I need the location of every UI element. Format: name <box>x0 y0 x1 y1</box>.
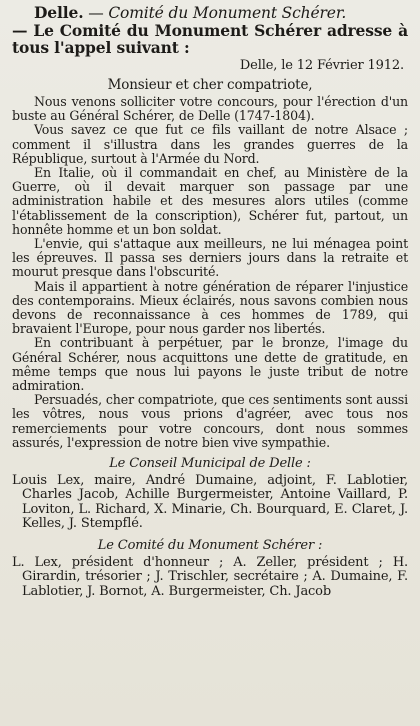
council-title: Le Conseil Municipal de Delle : <box>109 456 311 472</box>
paragraph-closing: Persuadés, cher compatriote, que ces sentiments sont aussi les vôtres, nous vous prions d'agréer, avec tous nos remerciements pour votre concours, dont nous sommes assurés, l'expression de notre bien vive sympathie. <box>12 392 408 450</box>
council-names: Louis Lex, maire, André Dumaine, adjoint, F. Lablotier, Charles Jacob, Achille Burgermeister, Antoine Vaillard, P. Loviton, L. Richard, X. Minarie, Ch. Bourquard, E. Claret, J. Kelles, J. Stempflé. <box>12 473 408 532</box>
paragraph-generation: Mais il appartient à notre génération de réparer l'injustice des contemporains. Mieux éclairés, nous savons combien nous devons de reconnaissance à ces hommes de 1789, qui bravaient l'Europe, pour nous garder nos libertés. <box>12 278 408 337</box>
paragraph-italy: En Italie, où il commandait en chef, au Ministère de la Guerre, où il devait marquer son passage par une administration habile et des mesures alors utiles (comme l'établissement de la conscription), Schérer fut, partout, un honnête homme et un bon soldat. <box>12 165 408 237</box>
article-lead: — Le Comité du Monument Schérer adresse à tous l'appel suivant : <box>12 21 408 57</box>
committee-name: Comité du Monument Schérer. <box>108 4 347 22</box>
paragraph-bronze: En contribuant à perpétuer, par le bronze, l'image du Général Schérer, nous acquittons une dette de gratitude, en même temps que nous lui payons le juste tribut de notre admiration. <box>12 335 408 394</box>
salutation: Monsieur et cher compatriote, <box>107 77 313 93</box>
paragraph-request: Nous venons solliciter votre concours, pour l'érection d'un buste au Général Schérer, de Delle (1747-1804). <box>12 94 408 124</box>
committee-title: Le Comité du Monument Schérer : <box>97 537 323 553</box>
heading-dash: — <box>83 4 109 22</box>
committee-names: L. Lex, président d'honneur ; A. Zeller, président ; H. Girardin, trésorier ; J. Trischler, secrétaire ; A. Dumaine, F. Lablotier, J. Bornot, A. Burgermeister, Ch. Jacob <box>12 554 408 599</box>
dateline: Delle, le 12 Février 1912. <box>239 58 404 73</box>
article-heading <box>12 4 408 22</box>
town-name: Delle. <box>34 3 84 22</box>
paragraph-envy: L'envie, qui s'attaque aux meilleurs, ne lui ménagea point les épreuves. Il passa ses derniers jours dans la retraite et mourut presque dans l'obscurité. <box>12 236 408 280</box>
paragraph-alsace: Vous savez ce que fut ce fils vaillant de notre Alsace ; comment il s'illustra dans les grandes guerres de la République, surtout à l'Armée du Nord. <box>12 122 408 166</box>
